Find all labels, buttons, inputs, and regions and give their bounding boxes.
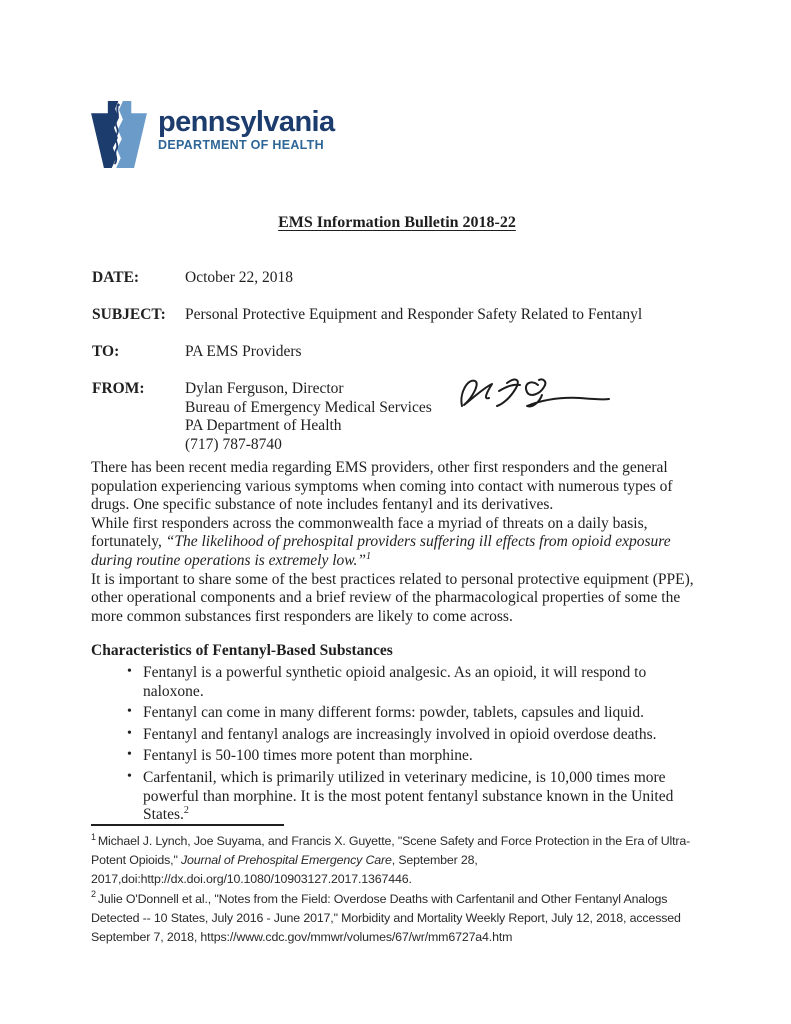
paragraph-threats: While first responders across the commonwealth face a myriad of threats on a daily basis, fortunately, “The likelihood of prehospital providers suffering ill effects from opioid exposure during routine operations is extremely low.”$^1$ bbox=[91, 514, 671, 569]
list-item: • Carfentanil, which is primarily utilized in veterinary medicine, is 10,000 times more powerful than morphine. It is the most potent fentanyl substance known in the United States.$^2$ bbox=[127, 768, 674, 824]
quote-text: “The likelihood of prehospital providers suffering ill effects from opioid exposure during routine operations is extremely low.” bbox=[91, 533, 671, 569]
meta-row-to bbox=[92, 343, 704, 362]
from-value bbox=[185, 380, 432, 454]
to-label: TO: bbox=[92, 343, 120, 360]
footnote-2: $^2$ Julie O'Donnell et al., "Notes from the Field: Overdose Deaths with Carfentanil and Other Fentanyl Analogs Detected -- 10 States, July 2016 - June 2017," Morbidity and Mortality Weekly Report, July 12, 2018, accessed September 7, 2018, https://www.cdc.gov/mmwr/volumes/67/wr/mm6727a4.htm bbox=[91, 889, 681, 945]
section-heading-characteristics: Characteristics of Fentanyl-Based Substances bbox=[91, 642, 393, 660]
paragraph-media: There has been recent media regarding EMS providers, other first responders and the general population experiencing various symptoms when coming into contact with numerous types of drugs. One specific substance of note includes fentanyl and its derivatives. bbox=[91, 459, 673, 514]
from-bureau-line: Bureau of Emergency Medical Services bbox=[185, 398, 432, 416]
meta-row-subject bbox=[92, 306, 704, 325]
from-name-line: Dylan Ferguson, Director bbox=[185, 380, 344, 397]
paragraph-best-practices: It is important to share some of the best practices related to personal protective equipment (PPE), other operational components and a brief review of the pharmacological properties of some the more common substances first responders are likely to come across. bbox=[91, 570, 694, 625]
journal-title: Journal of Prehospital Emergency Care bbox=[181, 853, 392, 868]
bullet-icon: • bbox=[127, 725, 132, 741]
bulletin-title: EMS Information Bulletin 2018-22 bbox=[278, 214, 516, 231]
pa-doh-logo bbox=[91, 101, 335, 168]
bullet-icon: • bbox=[127, 768, 132, 784]
bullet-icon: • bbox=[127, 663, 132, 679]
list-item: • Fentanyl is 50-100 times more potent than morphine. bbox=[127, 747, 473, 765]
to-value: PA EMS Providers bbox=[185, 343, 302, 360]
footnote-1: $^1$ Michael J. Lynch, Joe Suyama, and Francis X. Guyette, "Scene Safety and Force Protection in the Era of Ultra-Potent Opioids," Journal of Prehospital Emergency Care, September 28, 2017,doi:http://dx.doi.org/10.1080/10903127.2017.1367446. bbox=[91, 831, 691, 887]
list-item: • Fentanyl is a powerful synthetic opioid analgesic. As an opioid, it will respond to naloxone. bbox=[127, 663, 647, 700]
logo-department-text: DEPARTMENT OF HEALTH bbox=[158, 138, 324, 152]
date-label: DATE: bbox=[92, 269, 140, 286]
carfentanil-footnote-ref: 2 bbox=[183, 804, 189, 816]
from-department-line: PA Department of Health bbox=[185, 417, 342, 435]
from-phone-line: (717) 787-8740 bbox=[185, 435, 282, 453]
meta-row-date bbox=[92, 269, 704, 288]
quote-footnote-ref: 1 bbox=[365, 550, 371, 562]
from-label: FROM: bbox=[92, 380, 145, 397]
footnote-1-ref: 1 bbox=[91, 831, 96, 842]
subject-label: SUBJECT: bbox=[92, 306, 166, 323]
body-text bbox=[91, 459, 704, 825]
subject-value: Personal Protective Equipment and Responder Safety Related to Fentanyl bbox=[185, 306, 643, 323]
footnotes-section bbox=[91, 824, 706, 947]
list-item: • Fentanyl and fentanyl analogs are increasingly involved in opioid overdose deaths. bbox=[127, 725, 657, 743]
signature-image bbox=[452, 369, 617, 419]
fentanyl-characteristics-list bbox=[91, 664, 704, 825]
keystone-caduceus-icon bbox=[91, 101, 147, 168]
footnote-separator bbox=[91, 824, 284, 826]
bullet-icon: • bbox=[127, 704, 132, 720]
logo-brand-text: pennsylvania bbox=[158, 106, 335, 138]
logo-wordmark bbox=[158, 101, 335, 152]
bullet-icon: • bbox=[127, 747, 132, 763]
list-item: • Fentanyl can come in many different forms: powder, tablets, capsules and liquid. bbox=[127, 704, 644, 722]
footnote-2-ref: 2 bbox=[91, 889, 96, 900]
date-value: October 22, 2018 bbox=[185, 269, 294, 286]
